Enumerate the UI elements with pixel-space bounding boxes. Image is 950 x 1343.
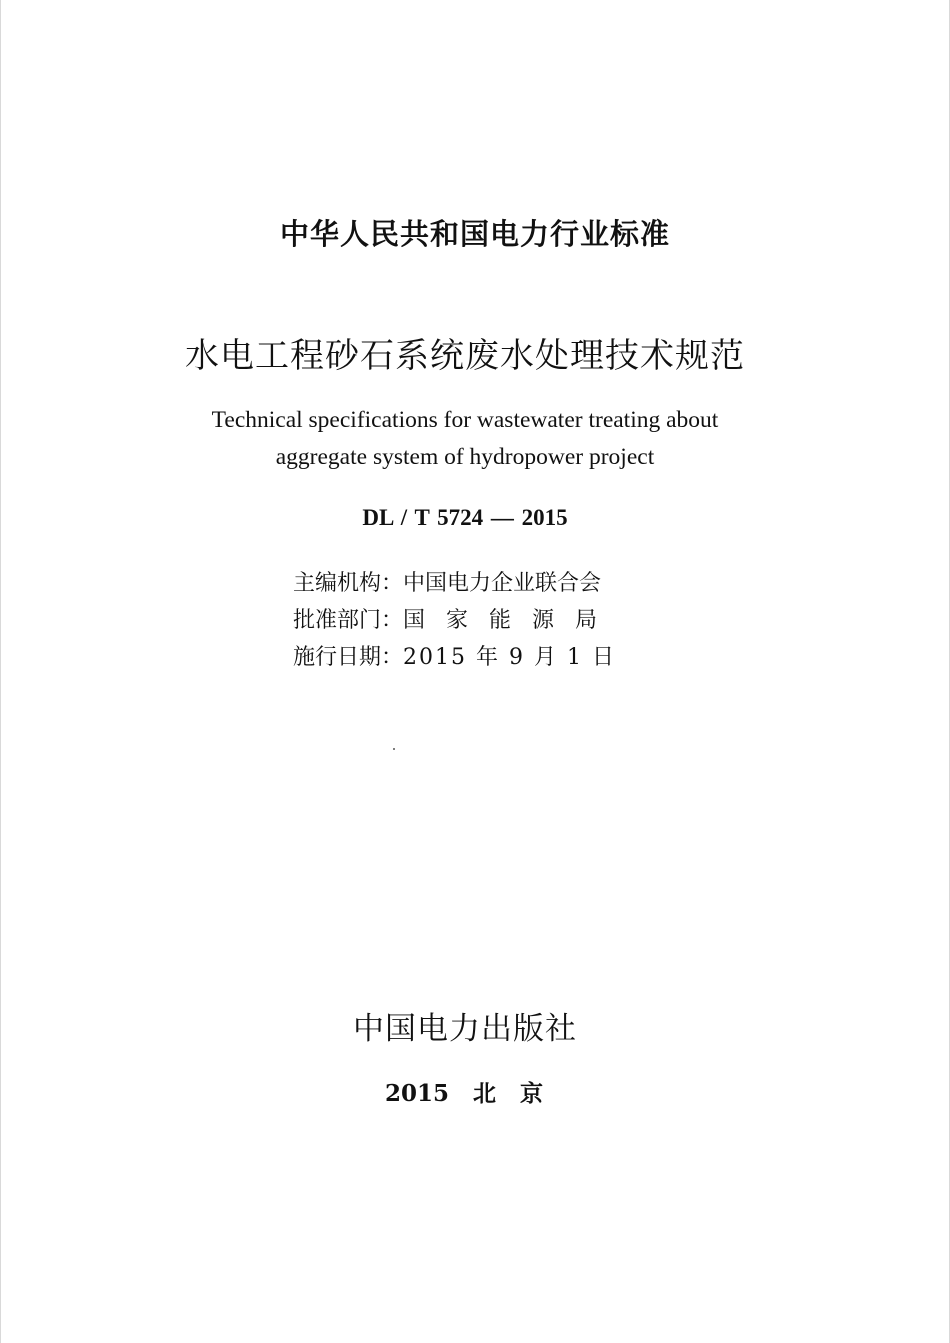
meta-row-editor xyxy=(293,565,618,602)
publication-year-place: 2015 北 京 xyxy=(384,1080,544,1107)
scan-speck xyxy=(393,748,395,750)
title-english-line-1: Technical specifications for wastewater treating about xyxy=(211,407,719,433)
standard-title-chinese: 水电工程砂石系统废水处理技术规范 xyxy=(185,336,745,376)
editor-label: 主编机构： xyxy=(293,571,404,596)
standard-code: DL / T 5724 — 2015 xyxy=(362,505,568,530)
effective-date-label: 施行日期： xyxy=(293,645,404,670)
approver-label: 批准部门： xyxy=(293,608,404,633)
meta-row-effective-date xyxy=(293,639,618,676)
meta-row-approver xyxy=(293,602,618,639)
editor-value: 中国电力企业联合会 xyxy=(403,571,602,596)
page-edge-left xyxy=(0,0,1,1343)
title-english-line-2: aggregate system of hydropower project xyxy=(275,444,655,470)
publisher-name: 中国电力出版社 xyxy=(353,1011,577,1047)
standard-title-english xyxy=(0,402,930,476)
effective-date-value: 2015 年 9 月 1 日 xyxy=(403,645,616,670)
standard-meta xyxy=(293,565,618,676)
standard-category: 中华人民共和国电力行业标准 xyxy=(279,217,670,251)
approver-value: 国家能源局 xyxy=(403,608,619,633)
